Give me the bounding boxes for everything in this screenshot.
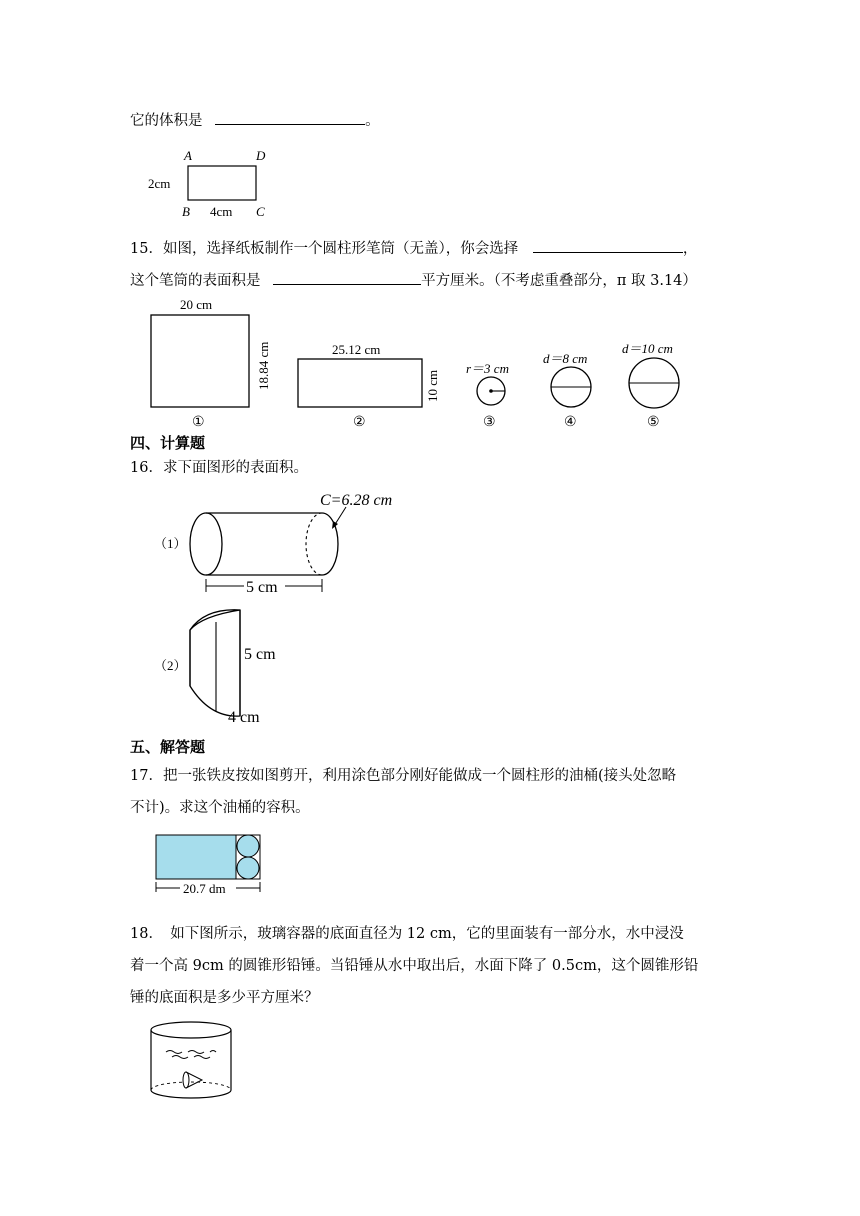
q17-top-circle [237, 835, 259, 857]
q14-label-d: D [256, 148, 266, 163]
q15-rect-side-label: 10 cm [425, 369, 440, 402]
q15-rect-top-label: 25.12 cm [332, 342, 381, 357]
q16-cylinder-left-face [190, 513, 222, 575]
q17-line1: 17．把一张铁皮按如图剪开，利用涂色部分刚好能做成一个圆柱形的油桶(接头处忽略 [130, 768, 677, 784]
section5-heading: 五、解答题 [130, 738, 206, 756]
q16-text: 16．求下面图形的表面积。 [130, 460, 308, 476]
q15-rectangle [298, 359, 422, 407]
q16-half-cylinder-curved-face [190, 610, 240, 716]
q15-circle5-number: ⑤ [647, 415, 660, 430]
q15-circle5-label: d＝10 cm [622, 341, 673, 356]
q15-line2-suffix: 平方厘米。（不考虑重叠部分，π 取 3.14） [421, 273, 697, 289]
q15-square [151, 315, 249, 407]
q14-label-b: B [182, 204, 190, 219]
q17-shaded-rectangle [156, 835, 236, 879]
q17-length-label: 20.7 dm [183, 881, 226, 896]
q14-height-label: 2cm [148, 176, 171, 191]
q15-cardboard-figure [140, 296, 700, 432]
q15-area-blank[interactable] [273, 270, 421, 285]
q14-width-label: 4cm [210, 204, 233, 219]
q16-c-value: C=6.28 cm [320, 492, 393, 509]
q15-circle3-number: ③ [483, 415, 496, 430]
q18-line2: 着一个高 9cm 的圆锥形铅锤。当铅锤从水中取出后，水面下降了 0.5cm，这个圆锥形铅 [130, 958, 699, 974]
q15-circle3-label: r＝3 cm [466, 361, 509, 376]
q15-circle4-number: ④ [564, 415, 577, 430]
q15-line2 [130, 270, 697, 291]
q14-rectangle-figure [140, 142, 290, 222]
q16-part2-label: （2） [154, 658, 187, 673]
q18-water-ripple [172, 1056, 210, 1059]
q15-choice-blank[interactable] [533, 238, 683, 253]
q17-line2: 不计)。求这个油桶的容积。 [130, 800, 310, 816]
q18-cone-base [183, 1072, 189, 1088]
q16-circumference-label [320, 492, 392, 509]
q18-line3: 锤的底面积是多少平方厘米？ [130, 990, 319, 1006]
q16-diameter-label: 4 cm [228, 709, 260, 726]
q15-line1-prefix: 15．如图，选择纸板制作一个圆柱形笔筒（无盖），你会选择 [130, 241, 519, 257]
q15-line1-suffix: ， [682, 241, 698, 257]
q15-square-number: ① [192, 415, 205, 430]
q15-circle4-label: d＝8 cm [543, 351, 588, 366]
q14-answer-blank[interactable] [215, 110, 365, 125]
q18-container-bottom-front [151, 1090, 231, 1098]
q14-text [130, 110, 380, 131]
q15-line1 [130, 238, 697, 259]
q16-cylinder-figure [150, 486, 450, 598]
q17-bottom-circle [237, 857, 259, 879]
q14-end: 。 [365, 113, 380, 129]
q14-label-a: A [184, 148, 192, 163]
q14-label-c: C [256, 204, 265, 219]
q14-rectangle [188, 166, 256, 200]
q17-sheet-figure [150, 830, 280, 900]
q15-square-side-label: 18.84 cm [256, 341, 271, 390]
q16-half-cylinder-figure [150, 606, 370, 730]
q18-container-rim [151, 1022, 231, 1038]
q14-line: 它的体积是 [130, 113, 203, 129]
q16-part1-label: （1） [154, 536, 187, 551]
q16-cylinder-right-hidden [306, 513, 322, 575]
q16-cylinder-right-front [322, 513, 338, 575]
q16-height-label: 5 cm [244, 646, 276, 663]
q18-container-figure [146, 1018, 246, 1104]
section4-heading: 四、计算题 [130, 434, 206, 452]
q15-rect-number: ② [353, 415, 366, 430]
q18-water-surface [166, 1051, 216, 1054]
q18-line1: 18． 如下图所示，玻璃容器的底面直径为 12 cm，它的里面装有一部分水，水中浸没 [130, 926, 684, 942]
q16-length-label: 5 cm [246, 579, 278, 596]
q15-circle3-center [489, 389, 493, 393]
q15-square-top-label: 20 cm [180, 297, 213, 312]
q15-line2-prefix: 这个笔筒的表面积是 [130, 273, 261, 289]
